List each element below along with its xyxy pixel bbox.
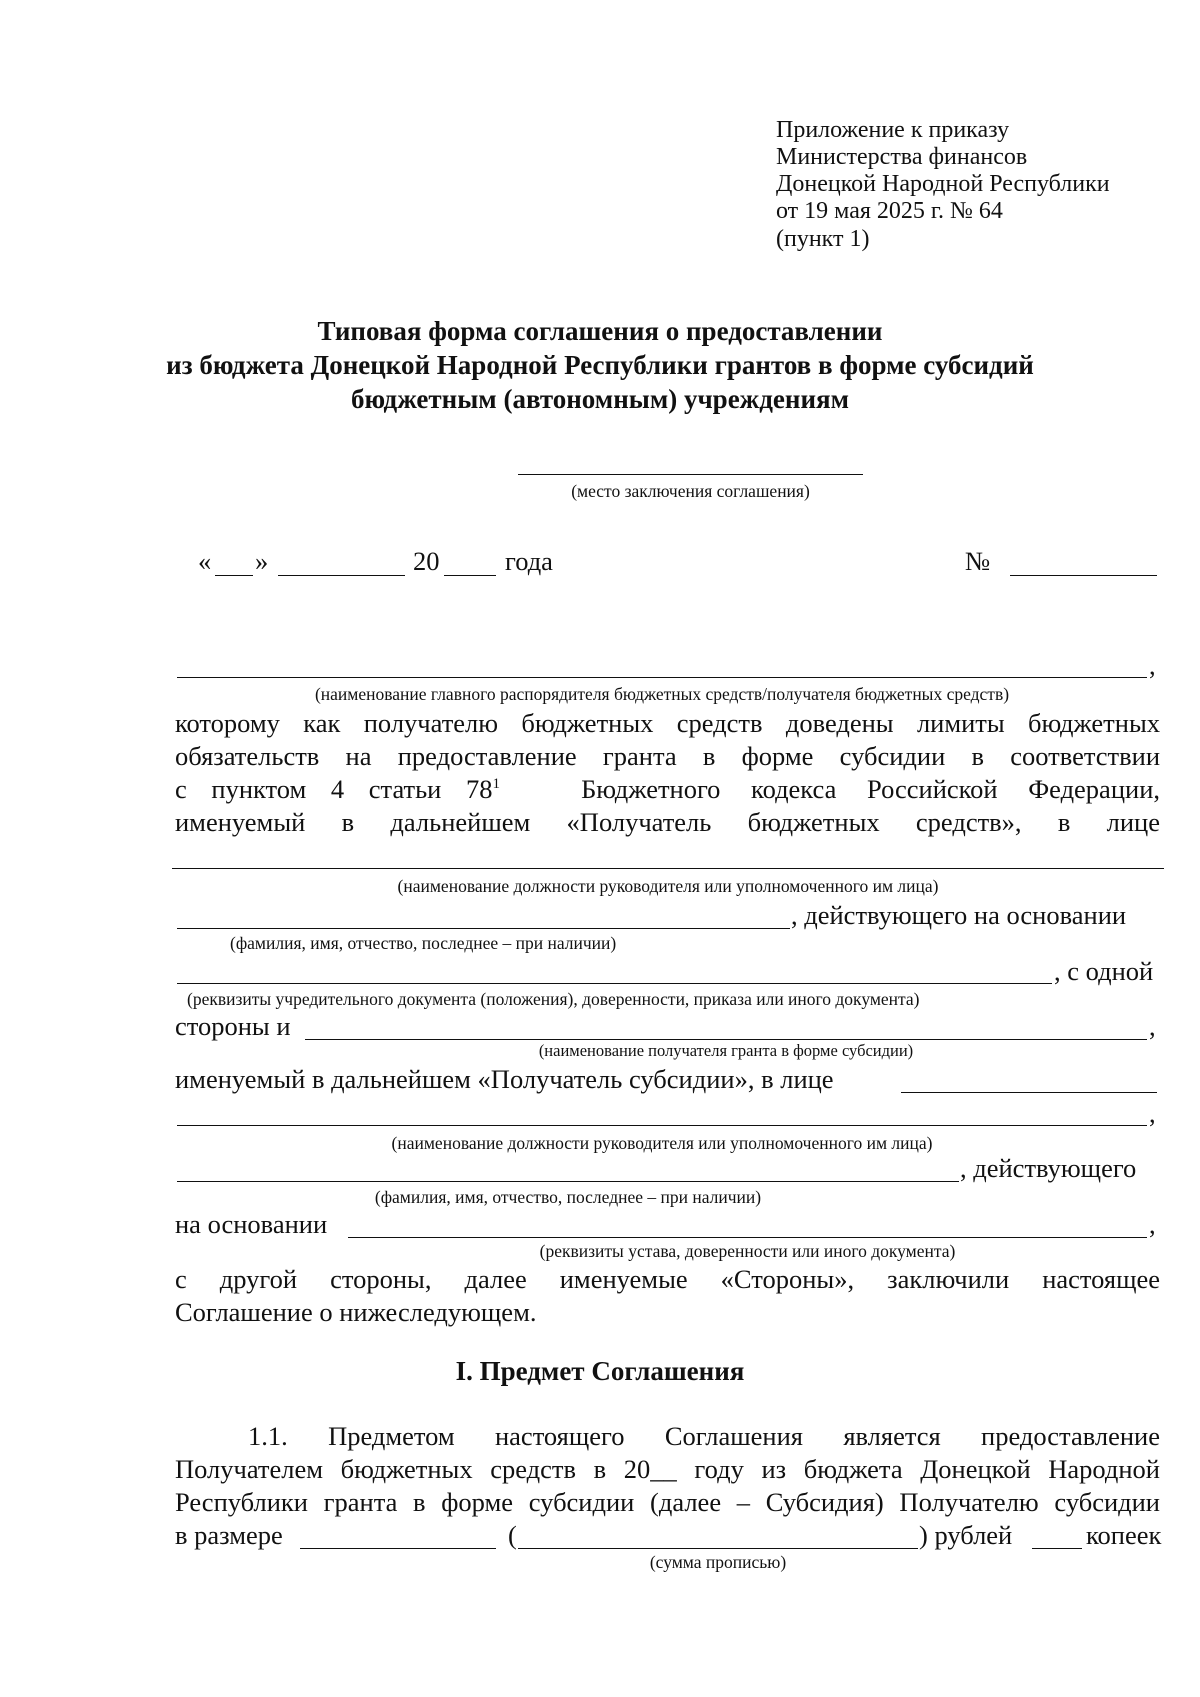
position-1-caption: (наименование должности руководителя или уполномоченного им лица)	[397, 876, 939, 896]
year-prefix: 20	[413, 546, 440, 576]
form-title-line-1: Типовая форма соглашения о предоставлении	[317, 316, 883, 346]
requisites-1-caption: (реквизиты учредительного документа (положения), доверенности, приказа или иного документа)	[187, 989, 920, 1009]
fio-1-caption: (фамилия, имя, отчество, последнее – при наличии)	[230, 933, 617, 953]
year-blank-line[interactable]	[444, 575, 496, 576]
section-1-para-line-1: 1.1. Предметом настоящего Соглашения является предоставление	[248, 1421, 1160, 1451]
chief-manager-comma: ,	[1149, 650, 1156, 680]
other-side-prefix: стороны и	[175, 1011, 291, 1041]
fio-1-blank-line[interactable]	[177, 928, 790, 929]
para1-line-3-part-a: с пунктом 4 статьи $78^1$	[175, 774, 500, 804]
para2-line-1: с другой стороны, далее именуемые «Стороны», заключили настоящее	[175, 1264, 1160, 1294]
requisites-2-comma: ,	[1149, 1209, 1156, 1239]
day-blank-line[interactable]	[215, 575, 253, 576]
place-blank-line[interactable]	[518, 474, 863, 475]
para1-line-3	[175, 774, 1160, 805]
position-2-blank-line[interactable]	[177, 1125, 1147, 1126]
amount-open-paren: (	[508, 1520, 517, 1550]
fio-2-blank-line[interactable]	[177, 1181, 959, 1182]
section-1-para-line-3: Республики гранта в форме субсидии (далее – Субсидия) Получателю субсидии	[175, 1487, 1160, 1517]
month-blank-line[interactable]	[278, 575, 405, 576]
chief-manager-caption: (наименование главного распорядителя бюджетных средств/получателя бюджетных средств)	[314, 684, 1010, 704]
on-basis-text: на основании	[175, 1209, 328, 1239]
position-1-blank-line[interactable]	[172, 868, 1164, 869]
amount-words-blank-line[interactable]	[518, 1548, 918, 1549]
sum-in-words-caption: (сумма прописью)	[649, 1552, 787, 1572]
appendix-line-2: Министерства финансов	[776, 144, 1028, 170]
number-blank-line[interactable]	[1010, 575, 1157, 576]
year-word: года	[505, 546, 553, 576]
form-title-line-2: из бюджета Донецкой Народной Республики грантов в форме субсидий	[166, 350, 1034, 380]
section-1-heading: I. Предмет Соглашения	[455, 1356, 745, 1386]
appendix-line-1: Приложение к приказу	[776, 117, 1010, 143]
appendix-line-4: от 19 мая 2025 г. № 64	[776, 198, 1003, 224]
appendix-line-3: Донецкой Народной Республики	[776, 171, 1110, 197]
amount-prefix: в размере	[175, 1520, 283, 1550]
number-sign: №	[965, 546, 991, 576]
rubles-text: ) рублей	[919, 1520, 1013, 1550]
para2-line-2: Соглашение о нижеследующем.	[175, 1297, 537, 1327]
grant-recipient-blank-line[interactable]	[305, 1039, 1147, 1040]
kopecks-blank-line[interactable]	[1032, 1548, 1082, 1549]
para1-line-4: именуемый в дальнейшем «Получатель бюджетных средств», в лице	[175, 807, 1160, 837]
date-open-quote: «	[198, 546, 212, 576]
position-2-caption: (наименование должности руководителя или уполномоченного им лица)	[391, 1133, 933, 1153]
requisites-2-caption: (реквизиты устава, доверенности или иного документа)	[539, 1241, 956, 1261]
form-title-line-3: бюджетным (автономным) учреждениям	[350, 384, 850, 414]
fio-2-caption: (фамилия, имя, отчество, последнее – при наличии)	[374, 1187, 762, 1207]
named-subsidy-recipient-text: именуемый в дальнейшем «Получатель субсидии», в лице	[175, 1064, 834, 1094]
para1-line-2: обязательств на предоставление гранта в форме субсидии в соответствии	[175, 741, 1160, 771]
requisites-2-blank-line[interactable]	[348, 1237, 1147, 1238]
grant-recipient-caption: (наименование получателя гранта в форме субсидии)	[538, 1041, 914, 1060]
grant-recipient-comma: ,	[1149, 1011, 1156, 1041]
place-caption: (место заключения соглашения)	[571, 481, 810, 501]
para1-line-3-part-b: Бюджетного кодекса Российской Федерации,	[581, 774, 1160, 804]
acting-on-basis-text: , действующего на основании	[791, 900, 1127, 930]
acting-text: , действующего	[960, 1153, 1137, 1183]
position-2-comma: ,	[1149, 1098, 1156, 1128]
on-one-side-text: , с одной	[1054, 956, 1154, 986]
amount-number-blank-line[interactable]	[300, 1548, 496, 1549]
appendix-line-5: (пункт 1)	[776, 226, 870, 252]
kopecks-text: копеек	[1086, 1520, 1162, 1550]
subsidy-recipient-person-blank-line[interactable]	[901, 1092, 1157, 1093]
para1-line-1: которому как получателю бюджетных средств доведены лимиты бюджетных	[175, 708, 1160, 738]
date-close-quote: »	[255, 546, 269, 576]
chief-manager-blank-line[interactable]	[177, 677, 1147, 678]
section-1-para-line-2: Получателем бюджетных средств в 20__ году из бюджета Донецкой Народной	[175, 1454, 1160, 1484]
requisites-1-blank-line[interactable]	[177, 983, 1052, 984]
